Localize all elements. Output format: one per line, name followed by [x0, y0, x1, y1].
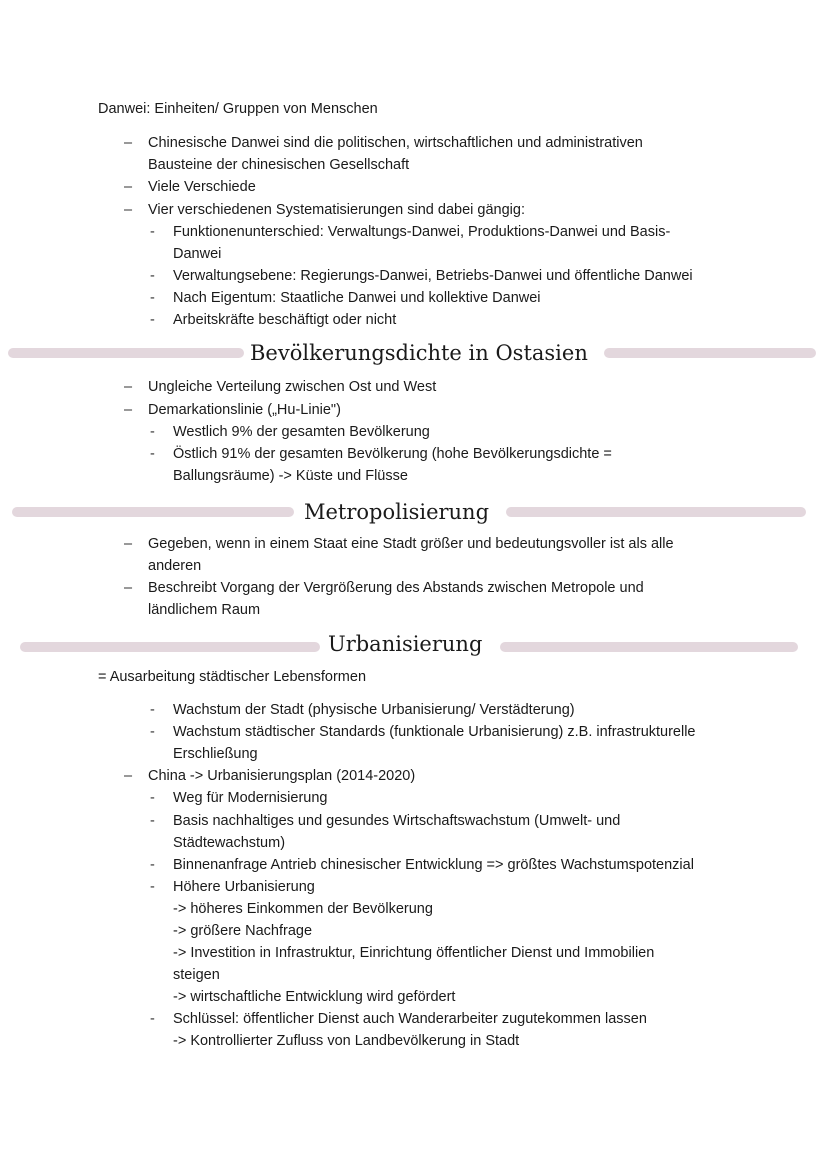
bullet-text: Beschreibt Vorgang der Vergrößerung des Abstands zwischen Metropole und — [148, 580, 644, 596]
sub-bullet-text: -> größere Nachfrage — [173, 923, 313, 939]
sub-bullet-marker: - — [150, 702, 155, 718]
sub-bullet-marker: - — [150, 813, 155, 829]
heading-decor-bar-right — [500, 642, 798, 652]
sub-bullet-text: Binnenanfrage Antrieb chinesischer Entwicklung => größtes Wachstumspotenzial — [173, 857, 694, 873]
bullet-marker: – — [124, 768, 133, 784]
sub-bullet-text: -> Kontrollierter Zufluss von Landbevölkerung in Stadt — [173, 1033, 520, 1049]
sub-bullet-text: -> wirtschaftliche Entwicklung wird gefördert — [173, 989, 456, 1005]
sub-bullet-marker: - — [150, 224, 155, 240]
bullet-text: China -> Urbanisierungsplan (2014-2020) — [148, 768, 416, 784]
sub-bullet-text: steigen — [173, 967, 220, 983]
sub-bullet-text: Weg für Modernisierung — [173, 790, 328, 806]
heading-decor-bar-right — [506, 507, 806, 517]
bullet-text: ländlichem Raum — [148, 602, 261, 618]
sub-bullet-marker: - — [150, 312, 155, 328]
sub-bullet-marker: - — [150, 724, 155, 740]
definition-urbanisierung: = Ausarbeitung städtischer Lebensformen — [98, 669, 367, 685]
sub-bullet-text: Westlich 9% der gesamten Bevölkerung — [173, 424, 430, 440]
sub-bullet-marker: - — [150, 424, 155, 440]
bullet-marker: – — [124, 135, 133, 151]
sub-bullet-text: Städtewachstum) — [173, 835, 286, 851]
sub-bullet-text: Wachstum der Stadt (physische Urbanisierung/ Verstädterung) — [173, 702, 575, 718]
sub-bullet-marker: - — [150, 1011, 155, 1027]
sub-bullet-text: Funktionenunterschied: Verwaltungs-Danwei, Produktions-Danwei und Basis- — [173, 224, 671, 240]
heading-decor-bar-right — [604, 348, 816, 358]
sub-bullet-marker: - — [150, 857, 155, 873]
sub-bullet-text: Höhere Urbanisierung — [173, 879, 315, 895]
bullet-marker: – — [124, 202, 133, 218]
sub-bullet-text: Ballungsräume) -> Küste und Flüsse — [173, 468, 408, 484]
bullet-text: Chinesische Danwei sind die politischen, wirtschaftlichen und administrativen — [148, 135, 643, 151]
sub-bullet-marker: - — [150, 268, 155, 284]
heading-decor-bar-left — [20, 642, 320, 652]
bullet-text: Viele Verschiede — [148, 179, 256, 195]
bullet-marker: – — [124, 179, 133, 195]
sub-bullet-text: Schlüssel: öffentlicher Dienst auch Wanderarbeiter zugutekommen lassen — [173, 1011, 647, 1027]
bullet-text: anderen — [148, 558, 202, 574]
bullet-text: Gegeben, wenn in einem Staat eine Stadt größer und bedeutungsvoller ist als alle — [148, 536, 674, 552]
bullet-text: Bausteine der chinesischen Gesellschaft — [148, 157, 410, 173]
sub-bullet-text: Arbeitskräfte beschäftigt oder nicht — [173, 312, 397, 328]
sub-bullet-text: Nach Eigentum: Staatliche Danwei und kollektive Danwei — [173, 290, 541, 306]
sub-bullet-marker: - — [150, 290, 155, 306]
sub-bullet-marker: - — [150, 790, 155, 806]
bullet-text: Demarkationslinie („Hu-Linie") — [148, 402, 341, 418]
sub-bullet-marker: - — [150, 879, 155, 895]
sub-bullet-text: Danwei — [173, 246, 222, 262]
bullet-marker: – — [124, 536, 133, 552]
sub-bullet-text: Basis nachhaltiges und gesundes Wirtschaftswachstum (Umwelt- und — [173, 813, 621, 829]
section-heading-bevoelkerungsdichte: Bevölkerungsdichte in Ostasien — [250, 341, 588, 365]
sub-bullet-text: -> höheres Einkommen der Bevölkerung — [173, 901, 433, 917]
definition-danwei: Danwei: Einheiten/ Gruppen von Menschen — [98, 101, 378, 117]
section-heading-urbanisierung: Urbanisierung — [328, 632, 483, 656]
section-heading-metropolisierung: Metropolisierung — [304, 500, 490, 524]
sub-bullet-marker: - — [150, 446, 155, 462]
sub-bullet-text: Östlich 91% der gesamten Bevölkerung (hohe Bevölkerungsdichte = — [173, 446, 612, 462]
sub-bullet-text: -> Investition in Infrastruktur, Einrichtung öffentlicher Dienst und Immobilien — [173, 945, 655, 961]
heading-decor-bar-left — [8, 348, 244, 358]
sub-bullet-text: Verwaltungsebene: Regierungs-Danwei, Betriebs-Danwei und öffentliche Danwei — [173, 268, 693, 284]
sub-bullet-text: Wachstum städtischer Standards (funktionale Urbanisierung) z.B. infrastrukturelle — [173, 724, 696, 740]
bullet-marker: – — [124, 580, 133, 596]
bullet-text: Ungleiche Verteilung zwischen Ost und West — [148, 379, 437, 395]
heading-decor-bar-left — [12, 507, 294, 517]
sub-bullet-text: Erschließung — [173, 746, 258, 762]
bullet-marker: – — [124, 379, 133, 395]
bullet-marker: – — [124, 402, 133, 418]
bullet-text: Vier verschiedenen Systematisierungen sind dabei gängig: — [148, 202, 525, 218]
